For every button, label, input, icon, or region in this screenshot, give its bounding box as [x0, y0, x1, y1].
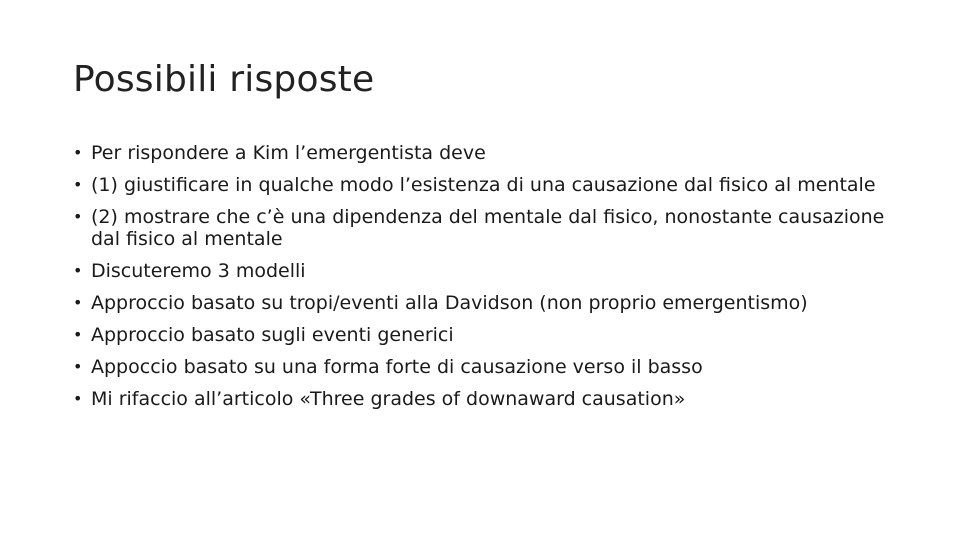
bullet-text: Mi rifaccio all’articolo «Three grades of downaward causation»	[91, 388, 686, 410]
bullet-item	[73, 206, 893, 250]
bullet-icon: •	[73, 325, 83, 344]
bullet-text: Approccio basato su tropi/eventi alla Davidson (non proprio emergentismo)	[91, 292, 808, 314]
bullet-text: Discuteremo 3 modelli	[91, 260, 306, 282]
bullet-icon: •	[73, 207, 83, 226]
bullet-icon: •	[73, 175, 83, 194]
bullet-item	[73, 142, 893, 164]
bullet-item	[73, 388, 893, 410]
bullet-icon: •	[73, 143, 83, 162]
bullet-icon: •	[73, 357, 83, 376]
bullet-text: Approccio basato sugli eventi generici	[91, 324, 454, 346]
bullet-icon: •	[73, 293, 83, 312]
bullet-text: Appoccio basato su una forma forte di causazione verso il basso	[91, 356, 703, 378]
bullet-text: Per rispondere a Kim l’emergentista deve	[91, 142, 486, 164]
slide-title: Possibili risposte	[73, 59, 375, 100]
bullet-text: (1) giustificare in qualche modo l’esistenza di una causazione dal fisico al mentale	[91, 174, 876, 196]
bullet-icon: •	[73, 389, 83, 408]
bullet-item	[73, 324, 893, 346]
bullet-item	[73, 356, 893, 378]
bullet-text: (2) mostrare che c’è una dipendenza del mentale dal fisico, nonostante causazione dal fisico al mentale	[91, 206, 885, 250]
bullet-item	[73, 174, 893, 196]
bullet-icon: •	[73, 261, 83, 280]
bullet-list	[73, 142, 893, 420]
bullet-item	[73, 260, 893, 282]
bullet-item	[73, 292, 893, 314]
